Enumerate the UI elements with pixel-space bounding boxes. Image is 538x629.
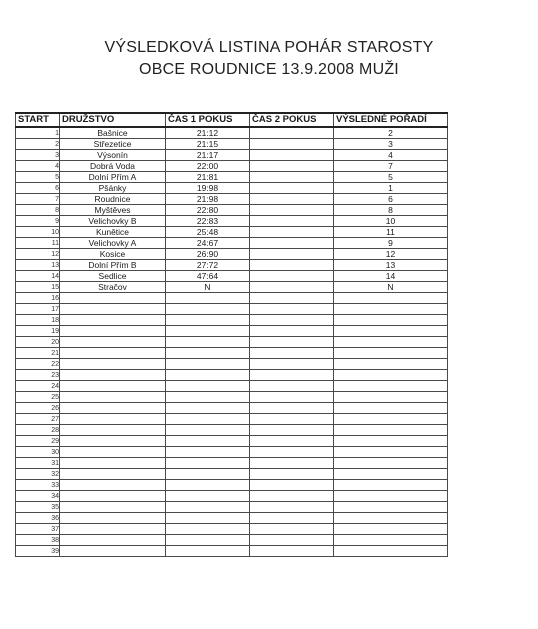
table-row (16, 370, 448, 381)
table-row (16, 315, 448, 326)
cell-start: 28 (16, 425, 60, 436)
table-row (16, 502, 448, 513)
cell-time1 (166, 381, 250, 392)
cell-start: 19 (16, 326, 60, 337)
table-row (16, 436, 448, 447)
cell-team (60, 293, 166, 304)
cell-start: 36 (16, 513, 60, 524)
cell-time1: 21:81 (166, 172, 250, 183)
cell-time2 (250, 502, 334, 513)
cell-time2 (250, 491, 334, 502)
table-row (16, 326, 448, 337)
cell-time2 (250, 469, 334, 480)
cell-time1 (166, 447, 250, 458)
cell-start: 35 (16, 502, 60, 513)
table-row (16, 513, 448, 524)
cell-team: Myštěves (60, 205, 166, 216)
cell-team (60, 524, 166, 535)
cell-team: Kunětice (60, 227, 166, 238)
cell-time1 (166, 326, 250, 337)
cell-start: 10 (16, 227, 60, 238)
cell-team: Bašnice (60, 127, 166, 139)
cell-time1 (166, 293, 250, 304)
table-row (16, 227, 448, 238)
table-row (16, 392, 448, 403)
cell-time2 (250, 205, 334, 216)
cell-start: 39 (16, 546, 60, 557)
cell-start: 16 (16, 293, 60, 304)
table-row (16, 337, 448, 348)
cell-result: 2 (334, 127, 448, 139)
cell-time1 (166, 359, 250, 370)
header-time2: ČAS 2 POKUS (250, 113, 334, 127)
cell-time2 (250, 282, 334, 293)
cell-result (334, 414, 448, 425)
table-row (16, 161, 448, 172)
cell-time2 (250, 524, 334, 535)
cell-time2 (250, 238, 334, 249)
cell-result (334, 458, 448, 469)
cell-start: 30 (16, 447, 60, 458)
cell-time2 (250, 150, 334, 161)
cell-start: 26 (16, 403, 60, 414)
header-team: DRUŽSTVO (60, 113, 166, 127)
cell-time1: 47:64 (166, 271, 250, 282)
cell-team: Sedlice (60, 271, 166, 282)
cell-start: 6 (16, 183, 60, 194)
table-row (16, 304, 448, 315)
cell-result (334, 348, 448, 359)
cell-time2 (250, 513, 334, 524)
cell-time2 (250, 392, 334, 403)
cell-result: 13 (334, 260, 448, 271)
cell-team (60, 535, 166, 546)
cell-result (334, 535, 448, 546)
table-row (16, 271, 448, 282)
cell-time2 (250, 359, 334, 370)
cell-start: 25 (16, 392, 60, 403)
results-table (15, 112, 448, 557)
cell-time1 (166, 524, 250, 535)
cell-result: 11 (334, 227, 448, 238)
cell-time1 (166, 535, 250, 546)
cell-team (60, 546, 166, 557)
cell-team (60, 458, 166, 469)
cell-time1: 19:98 (166, 183, 250, 194)
cell-time1 (166, 403, 250, 414)
cell-time2 (250, 260, 334, 271)
cell-start: 4 (16, 161, 60, 172)
table-row (16, 348, 448, 359)
cell-time1 (166, 414, 250, 425)
cell-time1 (166, 436, 250, 447)
cell-team (60, 414, 166, 425)
cell-time2 (250, 172, 334, 183)
table-row (16, 205, 448, 216)
cell-team: Pšánky (60, 183, 166, 194)
cell-team: Dolní Přím A (60, 172, 166, 183)
cell-result (334, 491, 448, 502)
cell-team (60, 491, 166, 502)
cell-team: Velichovky A (60, 238, 166, 249)
table-row (16, 458, 448, 469)
cell-team (60, 480, 166, 491)
cell-start: 8 (16, 205, 60, 216)
cell-time2 (250, 546, 334, 557)
cell-team: Velichovky B (60, 216, 166, 227)
table-row (16, 546, 448, 557)
cell-time2 (250, 436, 334, 447)
table-row (16, 535, 448, 546)
table-row (16, 238, 448, 249)
table-row (16, 491, 448, 502)
cell-team: Dolní Přím B (60, 260, 166, 271)
table-row (16, 172, 448, 183)
cell-time1 (166, 513, 250, 524)
cell-time1 (166, 480, 250, 491)
cell-result (334, 403, 448, 414)
table-row (16, 469, 448, 480)
cell-time1: 27:72 (166, 260, 250, 271)
cell-result (334, 480, 448, 491)
cell-start: 2 (16, 139, 60, 150)
cell-team (60, 447, 166, 458)
cell-time1: 24:67 (166, 238, 250, 249)
cell-time1 (166, 315, 250, 326)
cell-time2 (250, 315, 334, 326)
cell-result: 6 (334, 194, 448, 205)
cell-team (60, 403, 166, 414)
table-header-row (16, 113, 448, 127)
cell-start: 31 (16, 458, 60, 469)
cell-time2 (250, 381, 334, 392)
cell-result: 4 (334, 150, 448, 161)
table-row (16, 249, 448, 260)
table-row (16, 425, 448, 436)
header-time1: ČAS 1 POKUS (166, 113, 250, 127)
cell-start: 15 (16, 282, 60, 293)
cell-time1 (166, 469, 250, 480)
cell-start: 27 (16, 414, 60, 425)
cell-time1: 22:00 (166, 161, 250, 172)
cell-time1: 21:17 (166, 150, 250, 161)
cell-time2 (250, 271, 334, 282)
table-row (16, 414, 448, 425)
table-row (16, 381, 448, 392)
cell-team (60, 370, 166, 381)
cell-time1: 21:12 (166, 127, 250, 139)
cell-team (60, 502, 166, 513)
cell-start: 1 (16, 127, 60, 139)
cell-team (60, 469, 166, 480)
table-row (16, 447, 448, 458)
cell-start: 9 (16, 216, 60, 227)
cell-team (60, 392, 166, 403)
cell-result (334, 524, 448, 535)
cell-result: N (334, 282, 448, 293)
cell-time2 (250, 447, 334, 458)
cell-result (334, 315, 448, 326)
cell-start: 5 (16, 172, 60, 183)
cell-start: 14 (16, 271, 60, 282)
cell-team (60, 359, 166, 370)
cell-time2 (250, 194, 334, 205)
header-result: VÝSLEDNÉ POŘADÍ (334, 113, 448, 127)
cell-result (334, 337, 448, 348)
cell-time2 (250, 480, 334, 491)
cell-time1 (166, 348, 250, 359)
cell-start: 37 (16, 524, 60, 535)
cell-time1: 21:15 (166, 139, 250, 150)
cell-time2 (250, 337, 334, 348)
cell-result (334, 546, 448, 557)
cell-start: 38 (16, 535, 60, 546)
cell-result (334, 359, 448, 370)
cell-team: Kosice (60, 249, 166, 260)
cell-result: 14 (334, 271, 448, 282)
cell-start: 3 (16, 150, 60, 161)
cell-result: 3 (334, 139, 448, 150)
cell-time2 (250, 183, 334, 194)
cell-result: 9 (334, 238, 448, 249)
cell-start: 13 (16, 260, 60, 271)
cell-time1 (166, 546, 250, 557)
table-row (16, 216, 448, 227)
document-title-line2: OBCE ROUDNICE 13.9.2008 MUŽI (139, 61, 399, 78)
cell-result (334, 447, 448, 458)
document-title-line1: VÝSLEDKOVÁ LISTINA POHÁR STAROSTY (104, 39, 434, 56)
cell-start: 23 (16, 370, 60, 381)
cell-team: Dobrá Voda (60, 161, 166, 172)
cell-team (60, 304, 166, 315)
cell-time1: 26:90 (166, 249, 250, 260)
cell-start: 21 (16, 348, 60, 359)
cell-start: 22 (16, 359, 60, 370)
cell-time1: 22:80 (166, 205, 250, 216)
cell-team (60, 337, 166, 348)
cell-team (60, 326, 166, 337)
cell-result: 1 (334, 183, 448, 194)
header-start: START (16, 113, 60, 127)
cell-team (60, 315, 166, 326)
table-body (16, 127, 448, 557)
cell-time1 (166, 392, 250, 403)
cell-team (60, 513, 166, 524)
cell-time2 (250, 370, 334, 381)
cell-time1 (166, 370, 250, 381)
table-row (16, 150, 448, 161)
cell-time2 (250, 425, 334, 436)
cell-result (334, 381, 448, 392)
cell-start: 11 (16, 238, 60, 249)
cell-start: 7 (16, 194, 60, 205)
cell-time1 (166, 491, 250, 502)
cell-result (334, 304, 448, 315)
cell-result: 7 (334, 161, 448, 172)
cell-start: 29 (16, 436, 60, 447)
cell-result (334, 469, 448, 480)
cell-team (60, 348, 166, 359)
cell-time2 (250, 326, 334, 337)
table-row (16, 183, 448, 194)
table-row (16, 282, 448, 293)
cell-time1: 25:48 (166, 227, 250, 238)
table-row (16, 359, 448, 370)
cell-time2 (250, 414, 334, 425)
cell-result (334, 293, 448, 304)
cell-result (334, 392, 448, 403)
cell-start: 34 (16, 491, 60, 502)
table-row (16, 293, 448, 304)
cell-result: 10 (334, 216, 448, 227)
cell-time2 (250, 249, 334, 260)
cell-result (334, 370, 448, 381)
cell-time2 (250, 139, 334, 150)
cell-start: 24 (16, 381, 60, 392)
cell-start: 18 (16, 315, 60, 326)
cell-team: Střezetice (60, 139, 166, 150)
table-row (16, 480, 448, 491)
cell-time2 (250, 161, 334, 172)
cell-time1 (166, 502, 250, 513)
cell-start: 17 (16, 304, 60, 315)
cell-time1 (166, 425, 250, 436)
cell-result: 12 (334, 249, 448, 260)
cell-result (334, 436, 448, 447)
table-row (16, 260, 448, 271)
table-row (16, 524, 448, 535)
cell-team (60, 425, 166, 436)
cell-time1: 22:83 (166, 216, 250, 227)
cell-result (334, 513, 448, 524)
cell-time2 (250, 127, 334, 139)
cell-time1 (166, 458, 250, 469)
cell-time2 (250, 227, 334, 238)
cell-start: 12 (16, 249, 60, 260)
cell-team: Stračov (60, 282, 166, 293)
cell-result: 8 (334, 205, 448, 216)
cell-time2 (250, 535, 334, 546)
cell-start: 33 (16, 480, 60, 491)
cell-time2 (250, 304, 334, 315)
cell-result (334, 326, 448, 337)
table-row (16, 139, 448, 150)
cell-team: Výsonín (60, 150, 166, 161)
table-row (16, 127, 448, 139)
cell-time2 (250, 458, 334, 469)
table-row (16, 403, 448, 414)
cell-time2 (250, 293, 334, 304)
cell-time1 (166, 304, 250, 315)
cell-result (334, 502, 448, 513)
cell-time1: 21:98 (166, 194, 250, 205)
cell-result (334, 425, 448, 436)
cell-team (60, 436, 166, 447)
cell-time1 (166, 337, 250, 348)
cell-start: 20 (16, 337, 60, 348)
cell-time1: N (166, 282, 250, 293)
cell-time2 (250, 403, 334, 414)
cell-team: Roudnice (60, 194, 166, 205)
cell-time2 (250, 348, 334, 359)
cell-team (60, 381, 166, 392)
cell-result: 5 (334, 172, 448, 183)
cell-start: 32 (16, 469, 60, 480)
table-row (16, 194, 448, 205)
cell-time2 (250, 216, 334, 227)
